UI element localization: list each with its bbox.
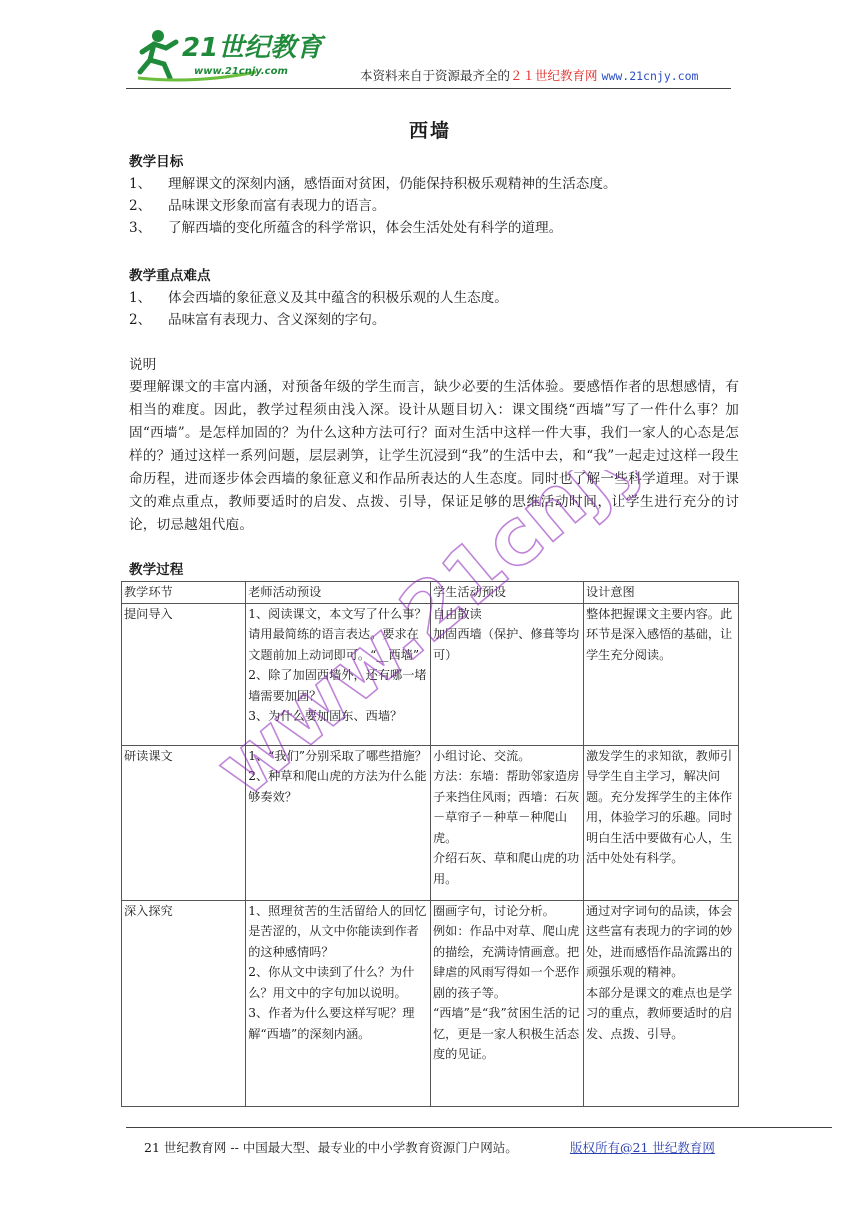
column-header: 设计意图 <box>583 582 738 604</box>
intent-cell: 通过对字词句的品读，体会这些富有表现力的字词的妙处，进而感悟作品流露出的顽强乐观的精神。 本部分是课文的难点也是学习的重点，教师要适时的启发、点拨、引导。 <box>583 900 738 1106</box>
list-item: 2、 品味课文形象而富有表现力的语言。 <box>129 198 386 214</box>
column-header: 老师活动预设 <box>246 582 431 604</box>
runner-logo-icon <box>136 22 341 84</box>
student-cell: 自由散读 加固西墙（保护、修葺等均可） <box>431 603 584 745</box>
explanation-heading: 说明 <box>129 357 157 373</box>
teacher-cell: 1、“我们”分别采取了哪些措施？ 2、种草和爬山虎的方法为什么能够奏效？ <box>246 745 431 900</box>
list-item: 3、 了解西墙的变化所蕴含的科学常识，体会生活处处有科学的道理。 <box>129 220 563 236</box>
student-cell: 小组讨论、交流。 方法：东墙：帮助邻家造房子来挡住风雨；西墙：石灰－草帘子－种草－种爬山虎。 介绍石灰、草和爬山虎的功用。 <box>431 745 584 900</box>
header-divider <box>126 88 731 89</box>
teacher-cell: 1、阅读课文，本文写了什么事？ 请用最简练的语言表达。要求在文题前加上动词即可。“__西墙” 2、除了加固西墙外，还有哪一堵墙需要加固？ 3、为什么要加固东、西墙？ <box>246 603 431 745</box>
process-section <box>129 559 739 581</box>
header-url-link[interactable]: www.21cnjy.com <box>601 69 699 83</box>
teacher-cell: 1、照理贫苦的生活留给人的回忆是苦涩的，从文中你能读到作者的这种感情吗？ 2、你从文中读到了什么？为什么？用文中的字句加以说明。 3、作者为什么要这样写呢？理解“西墙”的深刻内涵。 <box>246 900 431 1106</box>
explanation-section <box>129 354 739 537</box>
stage-cell: 深入探究 <box>122 900 246 1106</box>
student-cell: 圈画字句，讨论分析。 例如：作品中对草、爬山虎的描绘，充满诗情画意。把肆虐的风雨写得如一个恶作剧的孩子等。 “西墙”是“我”贫困生活的记忆，更是一家人积极生活态度的见证。 <box>431 900 584 1106</box>
explanation-paragraph: 要理解课文的丰富内涵，对预备年级的学生而言，缺少必要的生活体验。要感悟作者的思想感情，有相当的难度。因此，教学过程须由浅入深。设计从题目切入：课文围绕“西墙”写了一件什么事？加固“西墙”。是怎样加固的？为什么这种方法可行？面对生活中这样一件大事，我们一家人的心态是怎样的？通过这样一系列问题，层层剥笋，让学生沉浸到“我”的生活中去，和“我”一起走过这样一段生命历程，进而逐步体会西墙的象征意义和作品所表达的人生态度。同时也了解一些科学道理。对于课文的难点重点，教师要适时的启发、点拨、引导，保证足够的思维活动时间，让学生进行充分的讨论，切忌越俎代庖。 <box>129 379 739 533</box>
footer-divider <box>126 1127 832 1128</box>
watermark-text: www.21cnjy.com <box>215 470 665 815</box>
site-logo[interactable] <box>136 22 341 84</box>
process-heading: 教学过程 <box>129 562 184 578</box>
svg-text:www.21cnjy.com: www.21cnjy.com <box>194 66 288 77</box>
key-points-heading: 教学重点难点 <box>129 268 211 284</box>
page-header <box>0 0 860 100</box>
column-header: 教学环节 <box>122 582 246 604</box>
table-row <box>122 603 739 745</box>
intent-cell: 整体把握课文主要内容。此环节是深入感悟的基础，让学生充分阅读。 <box>583 603 738 745</box>
table-header-row <box>122 582 739 604</box>
table-row <box>122 900 739 1106</box>
table-row <box>122 745 739 900</box>
stage-cell: 提问导入 <box>122 603 246 745</box>
teaching-goals-section <box>129 151 739 239</box>
header-brand: ２１世纪教育网 <box>510 68 598 83</box>
goals-heading: 教学目标 <box>129 154 184 170</box>
footer-site-description: 21 世纪教育网 -- 中国最大型、最专业的中小学教育资源门户网站。 <box>144 1140 518 1155</box>
process-table <box>121 581 739 1107</box>
header-source-note: 本资料来自于资源最齐全的２１世纪教育网 www.21cnjy.com <box>360 68 699 83</box>
list-item: 1、 理解课文的深刻内涵，感悟面对贫困，仍能保持积极乐观精神的生活态度。 <box>129 176 617 192</box>
intent-cell: 激发学生的求知欲，教师引导学生自主学习，解决问题。充分发挥学生的主体作用，体验学习的乐趣。同时明白生活中要做有心人，生活中处处有科学。 <box>583 745 738 900</box>
key-points-section <box>129 265 739 331</box>
list-item: 2、 品味富有表现力、含义深刻的字句。 <box>129 312 386 328</box>
svg-text:21世纪教育: 21世纪教育 <box>182 33 323 63</box>
stage-cell: 研读课文 <box>122 745 246 900</box>
footer-copyright-link[interactable]: 版权所有@21 世纪教育网 <box>570 1140 715 1155</box>
column-header: 学生活动预设 <box>431 582 584 604</box>
list-item: 1、 体会西墙的象征意义及其中蕴含的积极乐观的人生态度。 <box>129 290 508 306</box>
page-title: 西墙 <box>408 120 451 142</box>
